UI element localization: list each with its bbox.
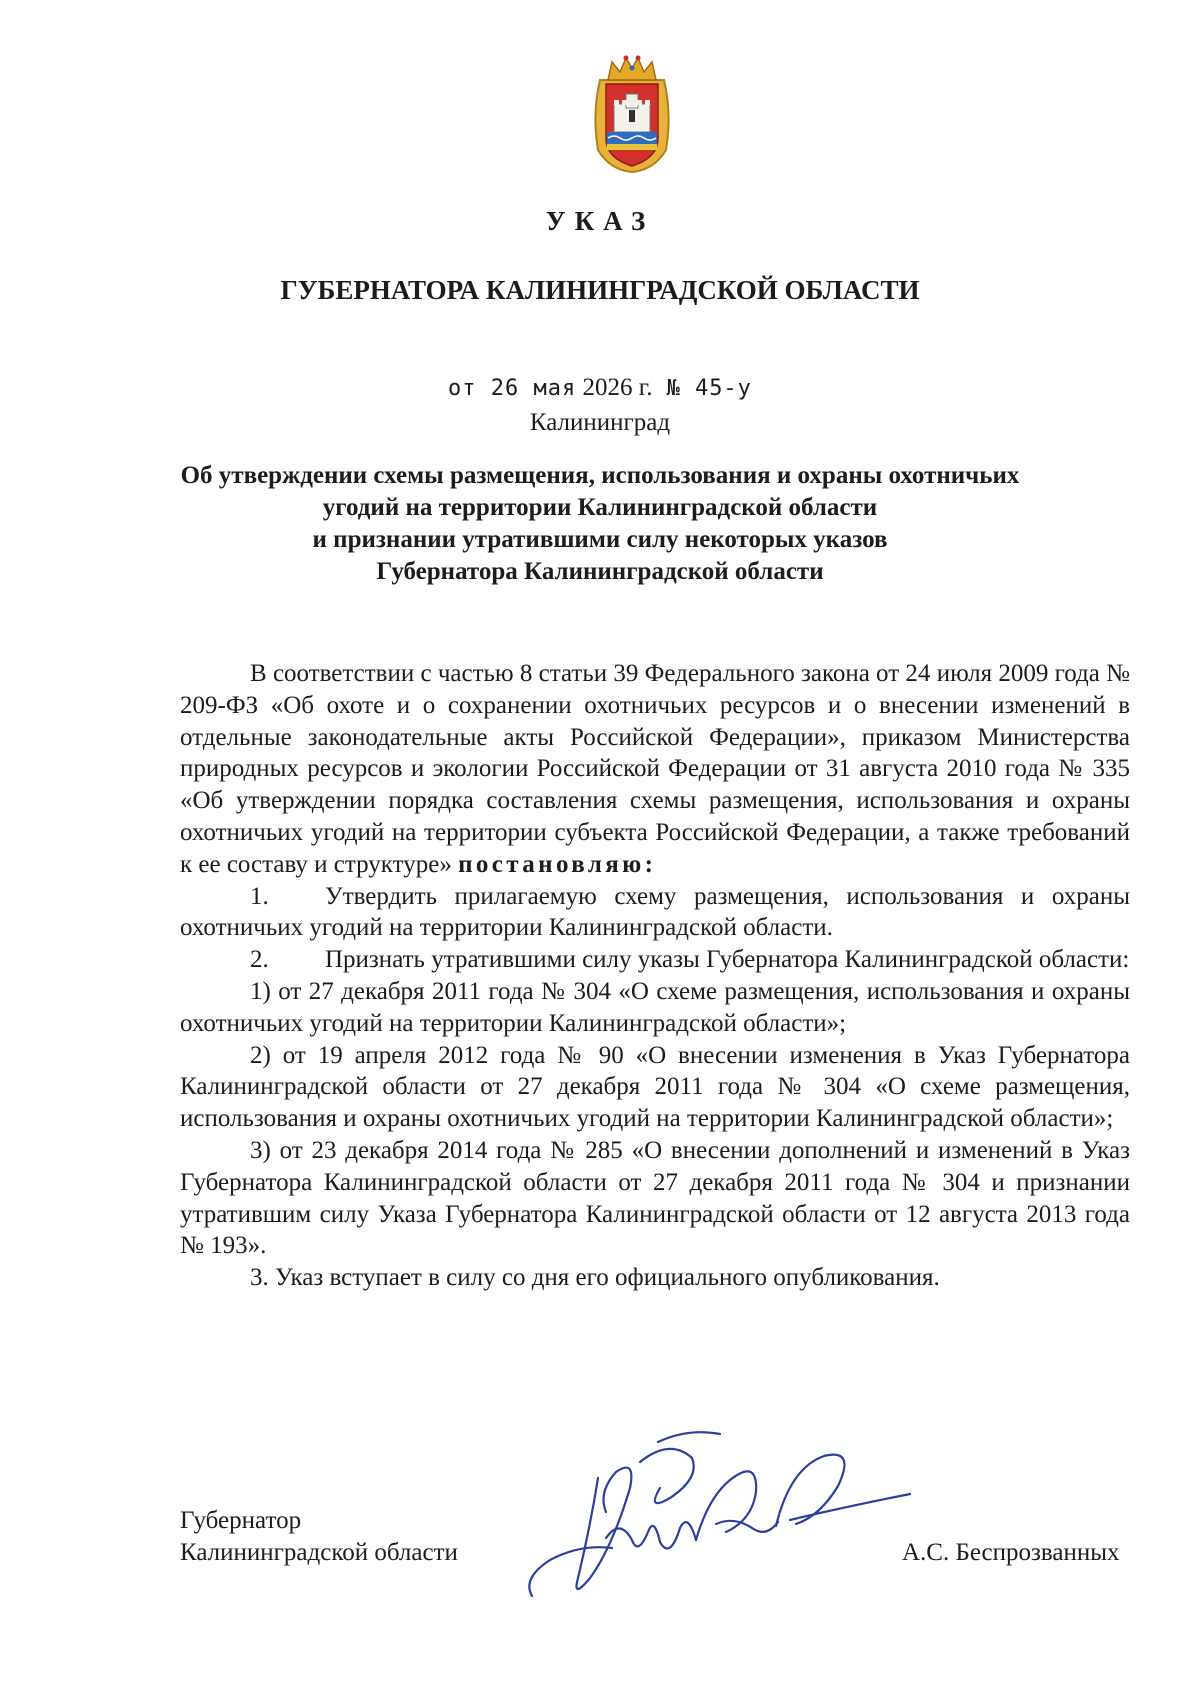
- handwritten-signature: [520, 1428, 920, 1608]
- date-suffix: г.: [638, 374, 653, 401]
- item-3: 3. Указ вступает в силу со дня его официального опубликования.: [250, 1264, 940, 1292]
- item-2: [180, 944, 1130, 976]
- item-1-text: Утвердить прилагаемую схему размещения, использования и охраны охотничьих угодий на территории Калининградской области.: [180, 882, 1130, 942]
- heading-line: и признании утратившими силу некоторых указов: [312, 526, 888, 553]
- coat-of-arms-emblem: [590, 54, 674, 174]
- decree-issuer: ГУБЕРНАТОРА КАЛИНИНГРАДСКОЙ ОБЛАСТИ: [280, 275, 920, 305]
- item-2-number: 2.: [250, 946, 269, 974]
- signer-role-line-2: Калининградской области: [180, 1539, 458, 1566]
- preamble-paragraph: [180, 658, 1130, 881]
- heading-line: угодий на территории Калининградской области: [322, 494, 878, 521]
- decree-number: № 45-у: [666, 376, 752, 401]
- heading-line: Губернатора Калининградской области: [376, 558, 824, 585]
- heading-line: Об утверждении схемы размещения, использования и охраны охотничьих: [180, 462, 1020, 489]
- sub-item-3: 3) от 23 декабря 2014 года № 285 «О внесении дополнений и изменений в Указ Губернатора Калининградской области от 27 декабря 2011 года № 304 и признании утратившим силу Указа Губернатора Калининградской области от 12 августа 2013 года № 193».: [180, 1136, 1130, 1260]
- decree-city: Калининград: [529, 409, 671, 436]
- resolve-word: постановляю:: [458, 850, 657, 878]
- signer-role: [180, 1505, 458, 1569]
- date-prefix: от 26 мая: [448, 376, 577, 401]
- decree-heading: [150, 460, 1050, 588]
- signer-name: А.С. Беспрозванных: [902, 1539, 1120, 1566]
- decree-body: [180, 658, 1130, 1294]
- item-1-number: 1.: [250, 882, 269, 910]
- date-year: 2026: [582, 374, 633, 401]
- item-2-text: Признать утратившими силу указы Губернатора Калининградской области:: [325, 946, 1130, 974]
- preamble-text: В соответствии с частью 8 статьи 39 Федерального закона от 24 июля 2009 года № 209-ФЗ «Об охоте и о сохранении охотничьих ресурсов и о внесении изменений в отдельные законодательные акты Российской Федерации», приказом Министерства природных ресурсов и экологии Российской Федерации от 31 августа 2010 года № 335 «Об утверждении порядка составления схемы размещения, использования и охраны охотничьих угодий на территории субъекта Российской Федерации, а также требований к ее составу и структуре»: [180, 660, 1130, 878]
- signer-role-line-1: Губернатор: [180, 1507, 302, 1534]
- decree-date-number: [0, 374, 1200, 402]
- item-1: [180, 881, 1130, 945]
- sub-item-2: 2) от 19 апреля 2012 года № 90 «О внесении изменения в Указ Губернатора Калининградской области от 27 декабря 2011 года № 304 «О схеме размещения, использования и охраны охотничьих угодий на территории Калининградской области»;: [180, 1041, 1130, 1133]
- decree-title: УКАЗ: [545, 206, 655, 236]
- sub-item-1: 1) от 27 декабря 2011 года № 304 «О схеме размещения, использования и охраны охотничьих угодий на территории Калининградской области»;: [180, 977, 1130, 1037]
